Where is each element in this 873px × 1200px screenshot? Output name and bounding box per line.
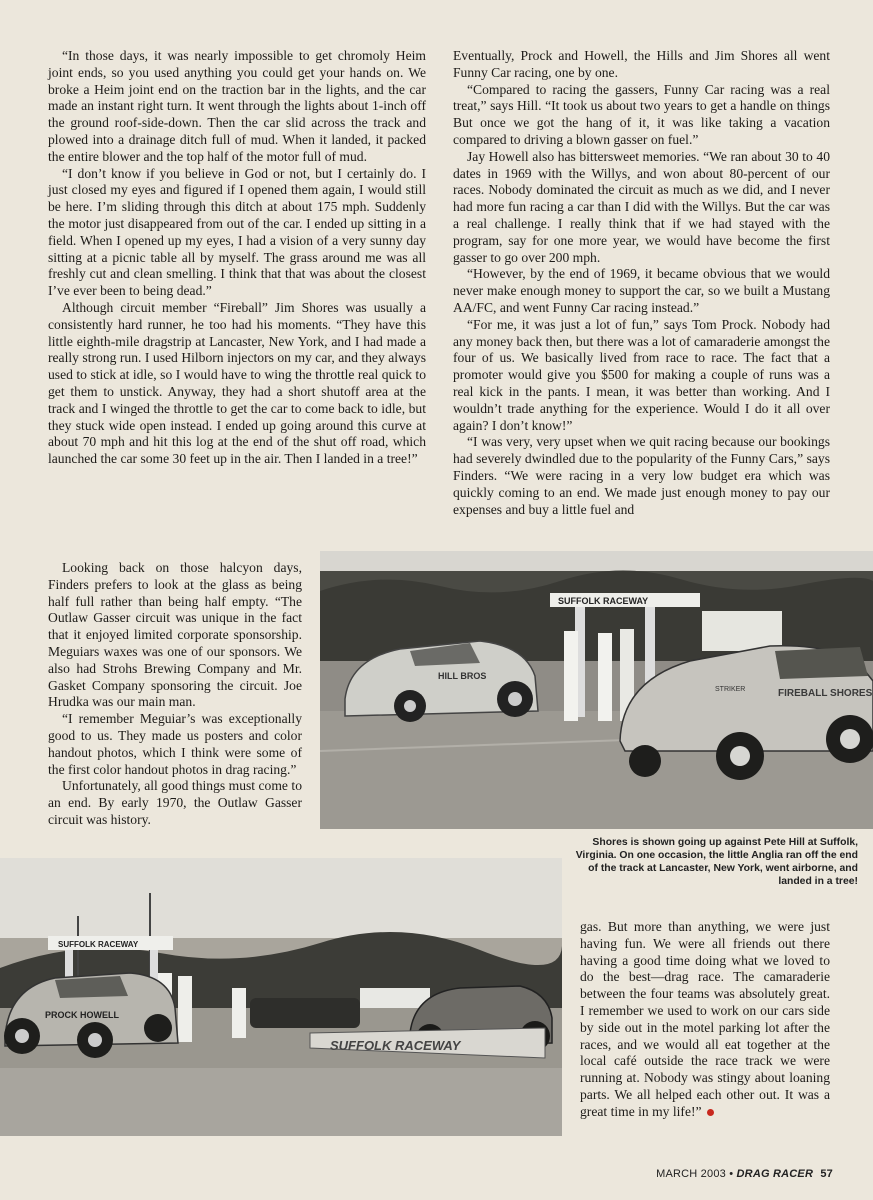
photo-caption: Shores is shown going up against Pete Hill at Suffolk, Virginia. On one occasion, the little Anglia ran off the end of the track at Lancaster, New York, went airborne, and landed in a tree! bbox=[575, 837, 858, 887]
paragraph: Although circuit member “Fireball” Jim Shores was usually a consistently hard runner, he too had his moments. “They have this little eighth-mile dragstrip at Lancaster, New York, and I had made a really strong run. I used Hilborn injectors on my car, and they always used to stick at idle, so I would have to wing the throttle real quick to get them to unstick. Anyway, they had a short shutoff area at the track and I winged the throttle to get the car to come back to idle, but they stuck wide open instead. I ended up going around this curve at about 70 mph and hit this log at the end of the shut off road, which launched the car some 30 feet up in the air. Then I landed in a tree!” bbox=[48, 299, 426, 467]
article-column-3 bbox=[580, 919, 830, 1121]
sign-text: SUFFOLK RACEWAY bbox=[558, 596, 649, 606]
car-lettering: HILL BROS bbox=[438, 671, 487, 681]
paragraph: “I remember Meguiar’s was exceptionally good to us. They made us posters and color handout photos, which I think were some of the first color handout photos in drag racing.” bbox=[48, 711, 302, 777]
sign-text: SUFFOLK RACEWAY bbox=[58, 940, 139, 949]
race-photo-top bbox=[320, 551, 873, 829]
paragraph: “However, by the end of 1969, it became obvious that we would never make enough money to support the car, so we built a Mustang AA/FC, and went Funny Car racing instead.” bbox=[453, 266, 830, 315]
race-photo-bottom bbox=[0, 858, 562, 1136]
paragraph: “For me, it was just a lot of fun,” says Tom Prock. Nobody had any money back then, but there was a lot of camaraderie amongst the four of us. We basically lived from race to race. The fact that a promoter would give you $500 for making a couple of runs was a real kick in the pants. I mean, it was better than working. And I wouldn’t trade anything for the experience. Would I do it all over again? I don’t know!” bbox=[453, 316, 830, 433]
paragraph: Looking back on those halcyon days, Finders prefers to look at the glass as being half full rather than being half empty. “The Outlaw Gasser circuit was unique in the fact that it enjoyed limited corporate sponsorship. Meguiars waxes was one of our sponsors. We also had Strohs Brewing Company and Mr. Gasket Company sponsoring the circuit. Joe Hrudka was our main man. bbox=[48, 560, 302, 710]
article-column-2 bbox=[453, 48, 830, 518]
paragraph: Eventually, Prock and Howell, the Hills and Jim Shores all went Funny Car racing, one by one. bbox=[453, 48, 830, 80]
article-column-1 bbox=[48, 48, 426, 468]
paragraph: Unfortunately, all good things must come to an end. By early 1970, the Outlaw Gasser circuit was history. bbox=[48, 778, 302, 827]
paragraph: “Compared to racing the gassers, Funny Car racing was a real treat,” says Hill. “It took us about two years to get a handle on things But once we got the hang of it, it was like taking a vacation compared to driving a blown gasser on fuel.” bbox=[453, 81, 830, 147]
car-lettering: STRIKER bbox=[715, 686, 746, 693]
car-lettering: FIREBALL SHORES bbox=[778, 688, 873, 699]
issue-date: MARCH 2003 • bbox=[656, 1168, 734, 1180]
paragraph: “I was very, very upset when we quit racing because our bookings had severely dwindled due to the popularity of the Funny Cars,” says Finders. “We were racing in a very low budget era which was quickly coming to an end. We made just enough money to pay our expenses and buy a little fuel and bbox=[453, 434, 830, 517]
paragraph-text: gas. But more than anything, we were just having fun. We were all friends out there having a good time doing what we loved to do the best—drag race. The camaraderie between the four teams was absolutely great. I remember we used to work on our cars side by side out in the motel parking lot after the races, and we would all eat together at the local café outside the race track we were running at. Nobody was stingy about loaning parts. We all helped each other out. It was a great time in my life!” bbox=[580, 919, 830, 1119]
paragraph: “I don’t know if you believe in God or not, but I certainly do. I just closed my eyes and figured if I opened them again, I would still be here. I’m sliding through this ditch at about 175 mph. Suddenly the motor just disappeared from out of the car. I ended up sitting in a field. When I opened up my eyes, I had a vision of a very sunny day sitting at a picnic table all by myself. The grass around me was all freshly cut and clean smelling. I think that that was about the closest I’ve ever been to being dead.” bbox=[48, 165, 426, 299]
paragraph: Jay Howell also has bittersweet memories. “We ran about 30 to 40 dates in 1969 with the Willys, and won about 80-percent of our races. Nobody dominated the circuit as much as we did, and I never had more fun racing a car than I did with the Willys. But the car was a real challenge. I really think that if we had stayed with the program, say for one more year, we would have become the first gasser to go over 200 mph. bbox=[453, 148, 830, 265]
end-of-article-icon bbox=[707, 1109, 714, 1116]
paragraph: “In those days, it was nearly impossible to get chromoly Heim joint ends, so you used anything you could get your hands on. We broke a Heim joint end on the traction bar in the lights, and the car made an instant right turn. It went through the lights about 1-inch off the ground roof-side-down. Then the car slid across the track and plowed into a drainage ditch full of mud. When it landed, it packed the entire blower and the top half of the motor full of mud. bbox=[48, 48, 426, 164]
paragraph bbox=[580, 919, 830, 1121]
page-number: 57 bbox=[820, 1168, 833, 1180]
wall-sign-text: SUFFOLK RACEWAY bbox=[330, 1038, 461, 1053]
article-column-1-continued bbox=[48, 560, 302, 829]
page-folio bbox=[656, 1168, 833, 1180]
publication-name: DRAG RACER bbox=[736, 1168, 814, 1180]
car-lettering: PROCK HOWELL bbox=[45, 1010, 119, 1020]
